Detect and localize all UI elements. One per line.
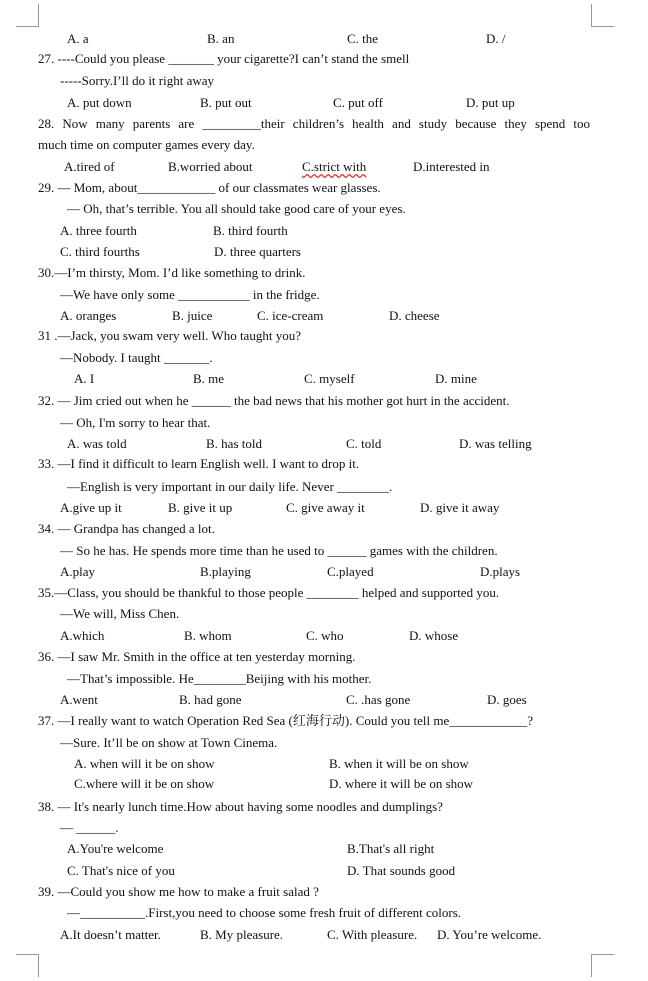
q35-option-a: A.which [60, 628, 105, 643]
q28-question-continued: much time on computer games every day. [38, 137, 255, 152]
q29-option-c: C. third fourths [60, 244, 140, 259]
q34-option-a: A.play [60, 564, 96, 579]
q34-option-c: C.played [327, 564, 374, 579]
q28-option-d: D.interested in [413, 159, 490, 174]
q33-option-a: A.give up it [60, 500, 122, 515]
q26-option-d: D. / [486, 31, 506, 46]
q39-response: —__________.First,you need to choose some fresh fruit of different colors. [67, 905, 462, 920]
q31-question: 31 .—Jack, you swam very well. Who taught you? [38, 328, 301, 343]
q38-response: — ______. [60, 820, 119, 835]
q32-response: — Oh, I'm sorry to hear that. [60, 415, 211, 430]
q31-response: —Nobody. I taught _______. [60, 350, 213, 365]
q30-option-b: B. juice [172, 308, 213, 323]
q28-option-a: A.tired of [64, 159, 115, 174]
q37-option-a: A. when will it be on show [74, 756, 215, 771]
q27-option-c: C. put off [333, 95, 383, 110]
q38-option-d: D. That sounds good [347, 863, 456, 878]
q28-option-c: C.strict with [302, 159, 367, 174]
q30-question: 30.—I’m thirsty, Mom. I’d like something to drink. [38, 265, 306, 280]
q29-response: — Oh, that’s terrible. You all should take good care of your eyes. [67, 201, 406, 216]
q33-response: —English is very important in our daily life. Never ________. [67, 479, 393, 494]
q26-option-b: B. an [207, 31, 235, 46]
q31-option-b: B. me [193, 371, 225, 386]
q38-question: 38. — It's nearly lunch time.How about having some noodles and dumplings? [38, 799, 443, 814]
q34-option-b: B.playing [200, 564, 251, 579]
q33-option-c: C. give away it [286, 500, 365, 515]
q31-option-a: A. I [74, 371, 95, 386]
q26-option-a: A. a [67, 31, 89, 46]
q27-question: 27. ----Could you please _______ your cigarette?I can’t stand the smell [38, 51, 410, 66]
q28-option-b: B.worried about [168, 159, 253, 174]
q39-question: 39. —Could you show me how to make a fruit salad ? [38, 884, 319, 899]
q37-question: 37. —I really want to watch Operation Red Sea (红海行动). Could you tell me____________? [38, 713, 533, 728]
crop-mark-bottom-left [16, 954, 39, 977]
q36-option-c: C. .has gone [346, 692, 411, 707]
q27-response: -----Sorry.I’ll do it right away [60, 73, 215, 88]
q36-option-a: A.went [60, 692, 98, 707]
q33-option-d: D. give it away [420, 500, 500, 515]
q29-option-d: D. three quarters [214, 244, 301, 259]
q37-option-c: C.where will it be on show [74, 776, 215, 791]
q35-response: —We will, Miss Chen. [60, 606, 180, 621]
q30-option-d: D. cheese [389, 308, 440, 323]
q39-option-a: A.It doesn’t matter. [60, 927, 161, 942]
q27-option-d: D. put up [466, 95, 515, 110]
q34-response: — So he has. He spends more time than he used to ______ games with the children. [60, 543, 498, 558]
crop-mark-top-left [16, 4, 39, 27]
crop-mark-top-right [591, 4, 614, 27]
q36-response: —That’s impossible. He________Beijing with his mother. [67, 671, 372, 686]
q33-question: 33. —I find it difficult to learn English well. I want to drop it. [38, 456, 360, 471]
q37-option-d: D. where it will be on show [329, 776, 474, 791]
q32-option-a: A. was told [67, 436, 127, 451]
q27-option-b: B. put out [200, 95, 252, 110]
q31-option-d: D. mine [435, 371, 477, 386]
q29-option-a: A. three fourth [60, 223, 137, 238]
q39-option-d: D. You’re welcome. [437, 927, 542, 942]
q34-option-d: D.plays [480, 564, 521, 579]
q37-option-b: B. when it will be on show [329, 756, 469, 771]
q34-question: 34. — Grandpa has changed a lot. [38, 521, 215, 536]
q35-option-b: B. whom [184, 628, 232, 643]
q28-question: 28. Now many parents are _________their children’s health and study because they spend too [38, 116, 590, 131]
q26-option-c: C. the [347, 31, 379, 46]
q36-option-b: B. had gone [179, 692, 242, 707]
q36-option-d: D. goes [487, 692, 527, 707]
q31-option-c: C. myself [304, 371, 355, 386]
q38-option-b: B.That's all right [347, 841, 435, 856]
q39-option-b: B. My pleasure. [200, 927, 284, 942]
q38-option-c: C. That's nice of you [67, 863, 175, 878]
crop-mark-bottom-right [591, 954, 614, 977]
q32-question: 32. — Jim cried out when he ______ the bad news that his mother got hurt in the accident. [38, 393, 510, 408]
q30-option-c: C. ice-cream [257, 308, 324, 323]
q27-option-a: A. put down [67, 95, 132, 110]
q35-option-c: C. who [306, 628, 344, 643]
q32-option-c: C. told [346, 436, 382, 451]
q32-option-b: B. has told [206, 436, 262, 451]
q36-question: 36. —I saw Mr. Smith in the office at ten yesterday morning. [38, 649, 356, 664]
q33-option-b: B. give it up [168, 500, 233, 515]
q35-question: 35.—Class, you should be thankful to those people ________ helped and supported you. [38, 585, 500, 600]
q39-option-c: C. With pleasure. [327, 927, 418, 942]
q38-option-a: A.You're welcome [67, 841, 164, 856]
q29-question: 29. — Mom, about____________ of our classmates wear glasses. [38, 180, 381, 195]
q37-response: —Sure. It’ll be on show at Town Cinema. [60, 735, 278, 750]
q32-option-d: D. was telling [459, 436, 532, 451]
q35-option-d: D. whose [409, 628, 459, 643]
q30-response: —We have only some ___________ in the fridge. [60, 287, 320, 302]
q29-option-b: B. third fourth [213, 223, 288, 238]
q30-option-a: A. oranges [60, 308, 117, 323]
